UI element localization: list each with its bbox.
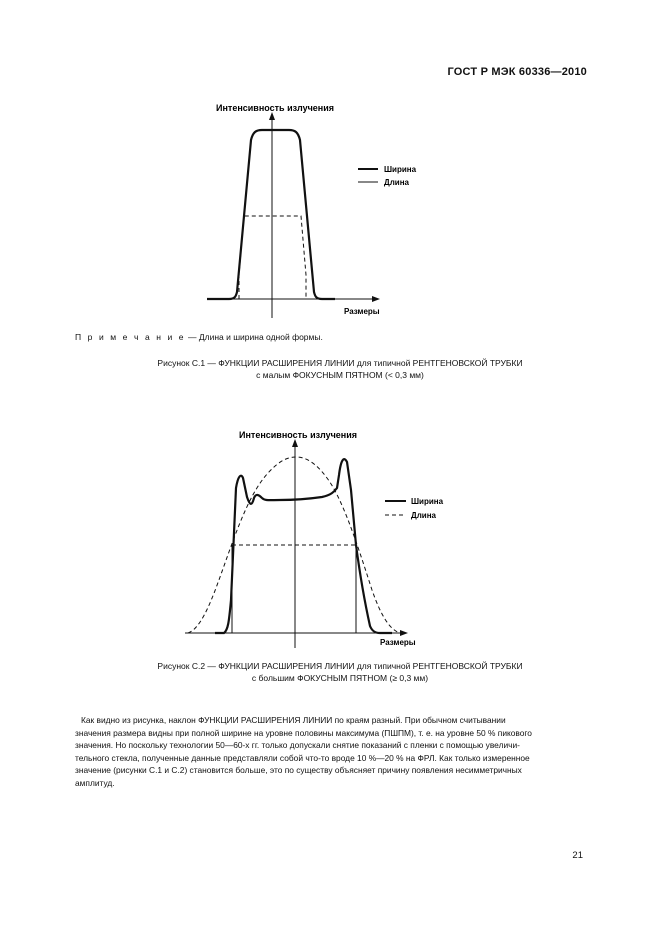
fig2-y-label: Интенсивность излучения [239,430,358,440]
fig2-x-label: Размеры [380,638,416,647]
fig1-width-curve [207,130,335,299]
figure-1-caption-line2: с малым ФОКУСНЫМ ПЯТНОМ (< 0,3 мм) [256,370,424,380]
document-code: ГОСТ Р МЭК 60336—2010 [447,66,587,78]
fig2-width-curve [215,459,392,633]
fig2-legend-solid-label: Ширина [411,497,444,506]
page-number: 21 [572,850,583,861]
figure-2-caption-line1: Рисунок С.2 — ФУНКЦИИ РАСШИРЕНИЯ ЛИНИИ для типичной РЕНТГЕНОВСКОЙ ТРУБКИ [157,661,523,671]
figure-1 [0,95,661,330]
body-line-1: Как видно из рисунка, наклон ФУНКЦИИ РАСШИРЕНИЯ ЛИНИИ по краям разный. При обычном считывании [81,715,506,725]
body-line-6: амплитуд. [75,777,115,788]
figure-2 [0,415,661,655]
figure-2-caption-line2: с большим ФОКУСНЫМ ПЯТНОМ (≥ 0,3 мм) [251,673,429,683]
figure-2-caption [60,660,620,684]
body-paragraph [75,714,583,790]
fig1-y-arrow [269,112,275,120]
note-prefix: П р и м е ч а н и е [75,332,186,342]
fig2-y-arrow [292,439,298,447]
fig1-y-label: Интенсивность излучения [216,103,335,113]
figure-1-caption-line1: Рисунок С.1 — ФУНКЦИИ РАСШИРЕНИЯ ЛИНИИ для типичной РЕНТГЕНОВСКОЙ ТРУБКИ [157,358,523,368]
fig1-legend-solid-label: Ширина [384,165,417,174]
fig2-x-arrow [400,630,408,636]
figure-1-caption [60,357,620,381]
fig1-legend-dashed-label: Длина [384,178,409,187]
fig2-legend-dashed-label: Длина [411,511,436,520]
body-line-4: тельного стекла, полученные данные представляли собой что-то вроде 10 %—20 % на ФРЛ. Как только измеренное [75,752,530,763]
body-line-3: значения. Но поскольку технологии 50—60-х гг. только допускали снятие показаний с пленки с помощью увеличи- [75,740,520,751]
body-line-5: значение (рисунки С.1 и С.2) становится больше, это по существу объясняет причину появления несимметричных [75,765,522,776]
note-text: — Длина и ширина одной формы. [185,332,323,342]
fig2-length-curve [188,457,400,633]
fig1-x-arrow [372,296,380,302]
body-line-2: значения размера видны при полной ширине на уровне половины максимума (ПШПМ), т. е. на уровне 50 % пикового [75,727,532,738]
figure-1-note [75,332,323,342]
fig1-x-label: Размеры [344,307,380,316]
